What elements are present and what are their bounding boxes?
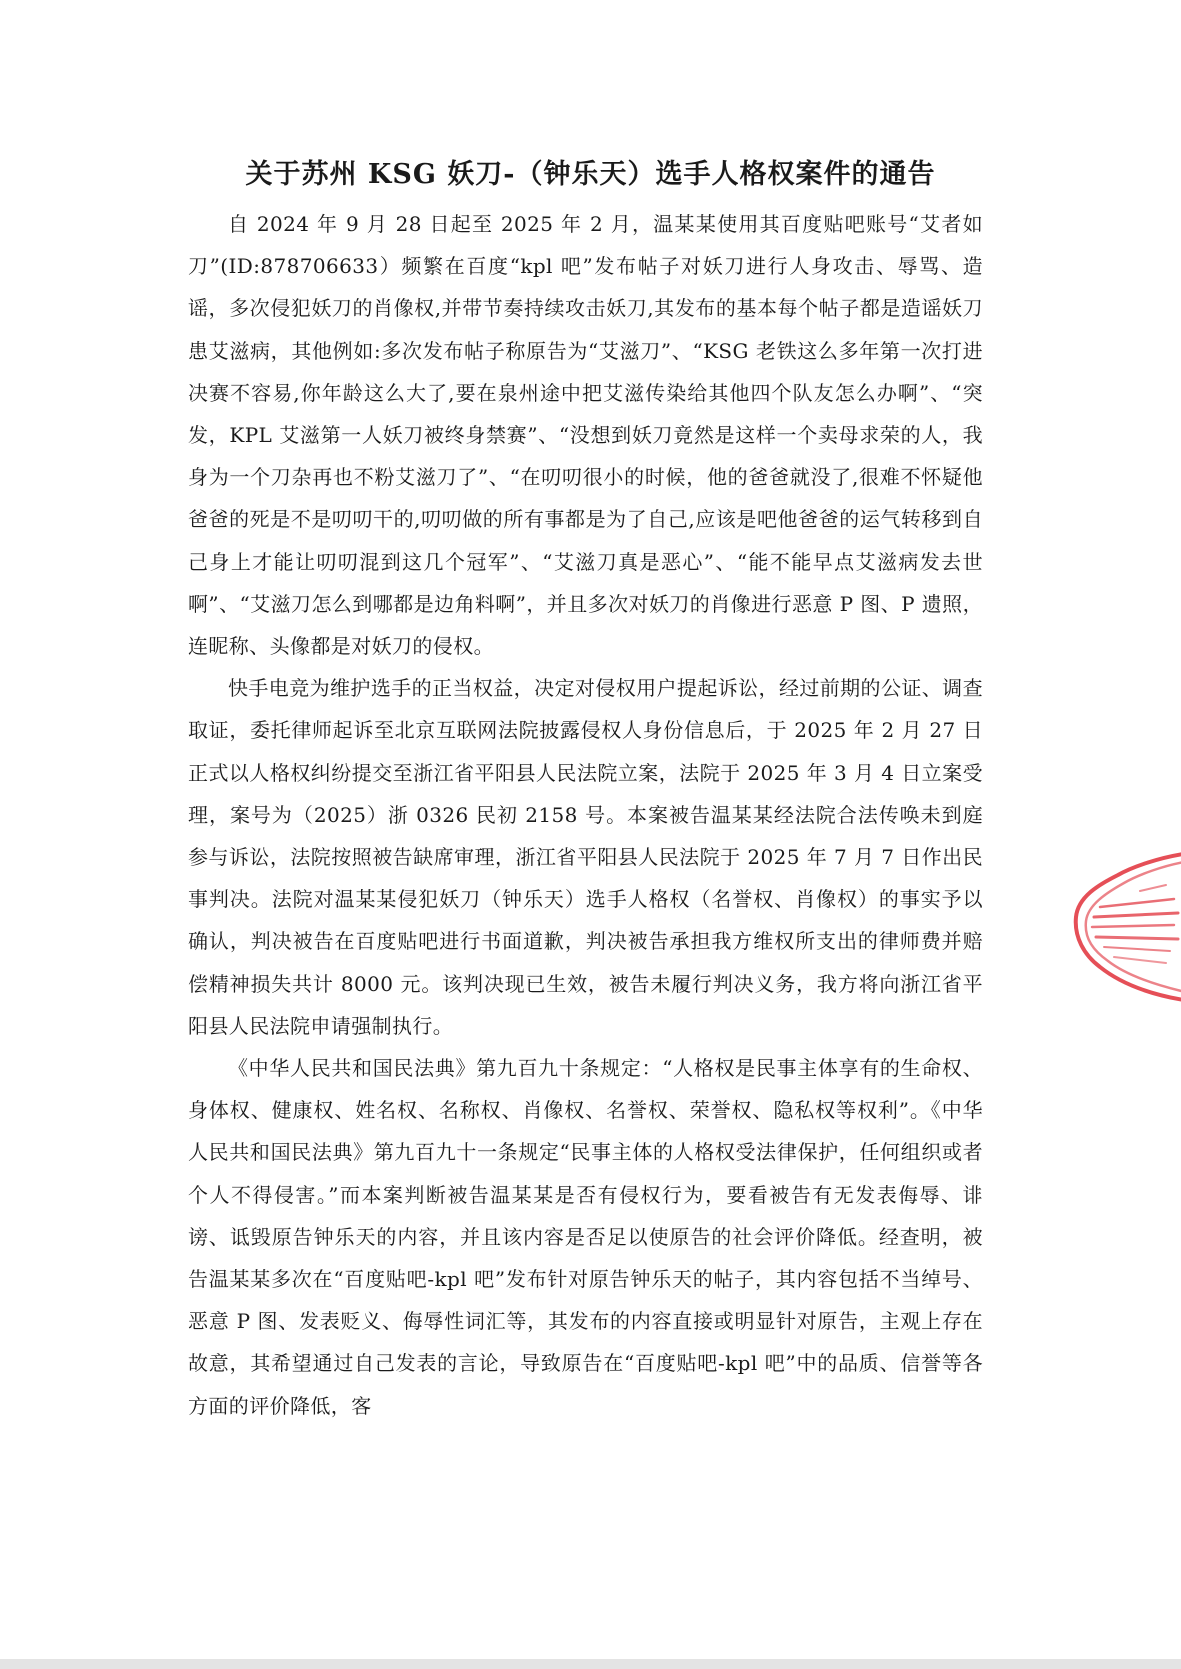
paragraph-case-facts: 自 2024 年 9 月 28 日起至 2025 年 2 月，温某某使用其百度贴吧账号“艾者如刀”(ID:878706633）频繁在百度“kpl 吧”发布帖子对妖刀进行人身攻击、辱骂、造谣，多次侵犯妖刀的肖像权,并带节奏持续攻击妖刀,其发布的基本每个帖子都是造谣妖刀患艾滋病，其他例如:多次发布帖子称原告为“艾滋刀”、“KSG 老铁这么多年第一次打进决赛不容易,你年龄这么大了,要在泉州途中把艾滋传染给其他四个队友怎么办啊”、“突发，KPL 艾滋第一人妖刀被终身禁赛”、“没想到妖刀竟然是这样一个卖母求荣的人，我身为一个刀杂再也不粉艾滋刀了”、“在叨叨很小的时候，他的爸爸就没了,很难不怀疑他爸爸的死是不是叨叨干的,叨叨做的所有事都是为了自己,应该是吧他爸爸的运气转移到自己身上才能让叨叨混到这几个冠军”、“艾滋刀真是恶心”、“能不能早点艾滋病发去世啊”、“艾滋刀怎么到哪都是边角料啊”，并且多次对妖刀的肖像进行恶意 P 图、P 遗照，连昵称、头像都是对妖刀的侵权。 <box>188 212 983 659</box>
document-body <box>188 203 983 1427</box>
document-title: 关于苏州 KSG 妖刀-（钟乐天）选手人格权案件的通告 <box>245 159 936 190</box>
paragraph-legal-basis: 《中华人民共和国民法典》第九百九十条规定：“人格权是民事主体享有的生命权、身体权、健康权、姓名权、名称权、肖像权、名誉权、荣誉权、隐私权等权利”。《中华人民共和国民法典》第九百九十一条规定“民事主体的人格权受法律保护，任何组织或者个人不得侵害。”而本案判断被告温某某是否有侵权行为，要看被告有无发表侮辱、诽谤、诋毁原告钟乐天的内容，并且该内容是否足以使原告的社会评价降低。经查明，被告温某某多次在“百度贴吧-kpl 吧”发布针对原告钟乐天的帖子，其内容包括不当绰号、恶意 P 图、发表贬义、侮辱性词汇等，其发布的内容直接或明显针对原告，主观上存在故意，其希望通过自己发表的言论，导致原告在“百度贴吧-kpl 吧”中的品质、信誉等各方面的评价降低，客 <box>188 1056 983 1418</box>
official-seal-icon <box>1070 845 1181 1005</box>
paragraph-litigation: 快手电竞为维护选手的正当权益，决定对侵权用户提起诉讼，经过前期的公证、调查取证，委托律师起诉至北京互联网法院披露侵权人身份信息后，于 2025 年 2 月 27 日正式以人格权纠纷提交至浙江省平阳县人民法院立案，法院于 2025 年 3 月 4 日立案受理，案号为（2025）浙 0326 民初 2158 号。本案被告温某某经法院合法传唤未到庭参与诉讼，法院按照被告缺席审理，浙江省平阳县人民法院于 2025 年 7 月 7 日作出民事判决。法院对温某某侵犯妖刀（钟乐天）选手人格权（名誉权、肖像权）的事实予以确认，判决被告在百度贴吧进行书面道歉，判决被告承担我方维权所支出的律师费并赔偿精神损失共计 8000 元。该判决现已生效，被告未履行判决义务，我方将向浙江省平阳县人民法院申请强制执行。 <box>188 676 983 1038</box>
page-bottom-edge <box>0 1659 1181 1669</box>
